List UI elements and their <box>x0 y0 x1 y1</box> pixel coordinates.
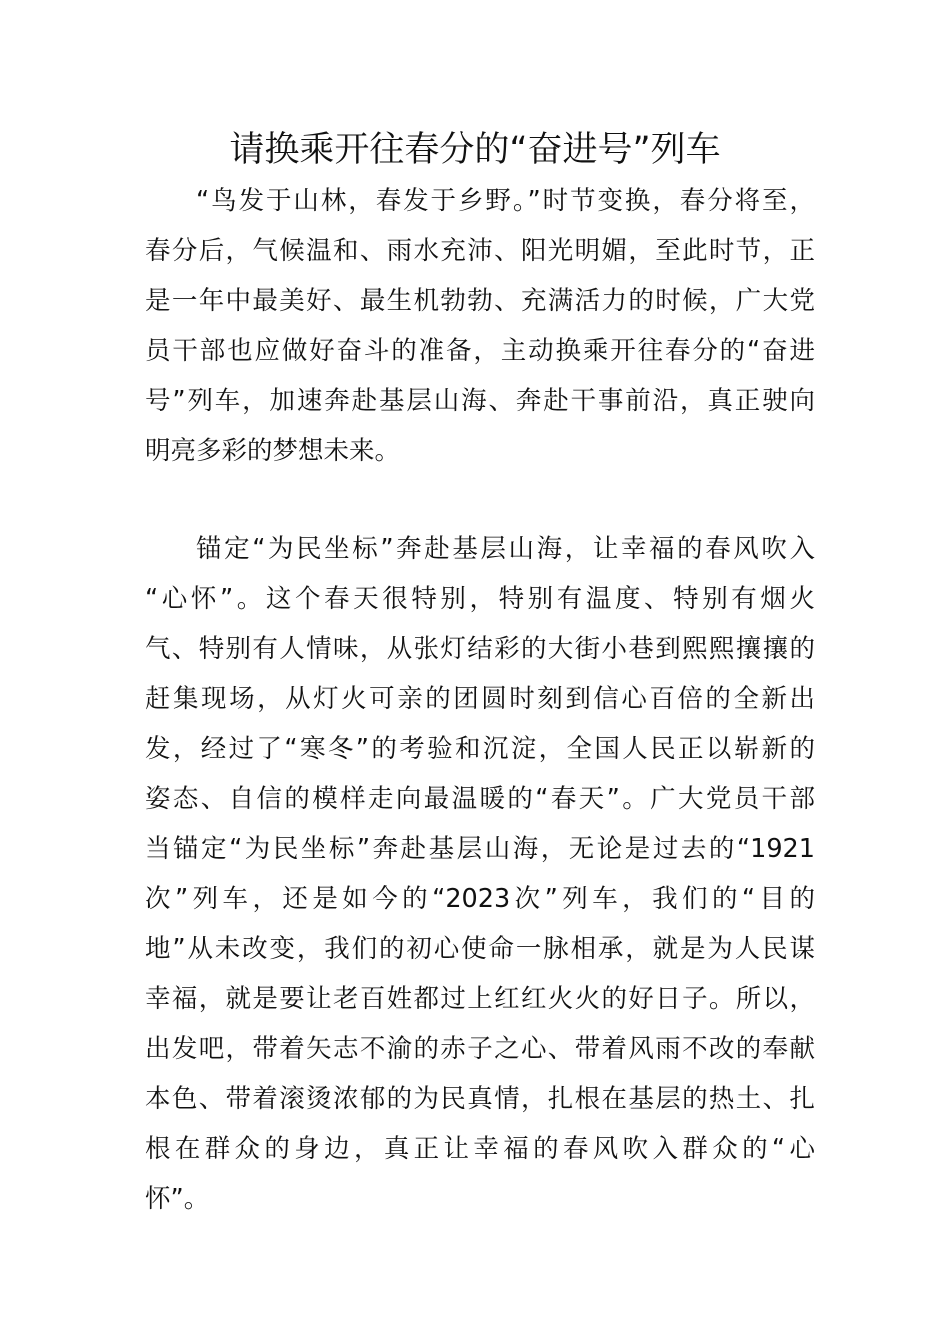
paragraph-line: 春分后，气候温和、雨水充沛、阳光明媚，至此时节，正 <box>145 236 815 266</box>
paragraph-1 <box>145 176 815 476</box>
paragraph-line: 是一年中最美好、最生机勃勃、充满活力的时候，广大党 <box>145 286 815 316</box>
paragraph-line: 根在群众的身边，真正让幸福的春风吹入群众的“心 <box>145 1134 815 1164</box>
paragraph-line: 地”从未改变，我们的初心使命一脉相承，就是为人民谋 <box>145 934 815 964</box>
paragraph-line: 出发吧，带着矢志不渝的赤子之心、带着风雨不改的奉献 <box>145 1034 815 1064</box>
paragraph-line: 气、特别有人情味，从张灯结彩的大街小巷到熙熙攘攘的 <box>145 634 815 664</box>
paragraph-line: 明亮多彩的梦想未来。 <box>145 436 401 466</box>
paragraph-line: 幸福，就是要让老百姓都过上红红火火的好日子。所以， <box>145 984 815 1014</box>
paragraph-line: 员干部也应做好奋斗的准备，主动换乘开往春分的“奋进 <box>145 336 815 366</box>
paragraph-line: “心怀”。这个春天很特别，特别有温度、特别有烟火 <box>145 584 815 614</box>
paragraph-line: 发，经过了“寒冬”的考验和沉淀，全国人民正以崭新的 <box>145 734 815 764</box>
paragraph-line: 号”列车，加速奔赴基层山海、奔赴干事前沿，真正驶向 <box>145 386 815 416</box>
paragraph-line: 锚定“为民坐标”奔赴基层山海，让幸福的春风吹入 <box>196 534 815 564</box>
paragraph-line: “鸟发于山林，春发于乡野。”时节变换，春分将至， <box>196 186 815 216</box>
paragraph-line: 赶集现场，从灯火可亲的团圆时刻到信心百倍的全新出 <box>145 684 815 714</box>
paragraph-2 <box>145 524 815 1224</box>
paragraph-line: 当锚定“为民坐标”奔赴基层山海，无论是过去的“1921 <box>145 834 815 864</box>
paragraph-line: 怀”。 <box>145 1184 210 1214</box>
paragraph-line: 次”列车，还是如今的“2023次”列车，我们的“目的 <box>145 884 815 914</box>
paragraph-line: 姿态、自信的模样走向最温暖的“春天”。广大党员干部 <box>145 784 815 814</box>
document-title: 请换乘开往春分的“奋进号”列车 <box>229 130 721 170</box>
paragraph-line: 本色、带着滚烫浓郁的为民真情，扎根在基层的热土、扎 <box>145 1084 815 1114</box>
